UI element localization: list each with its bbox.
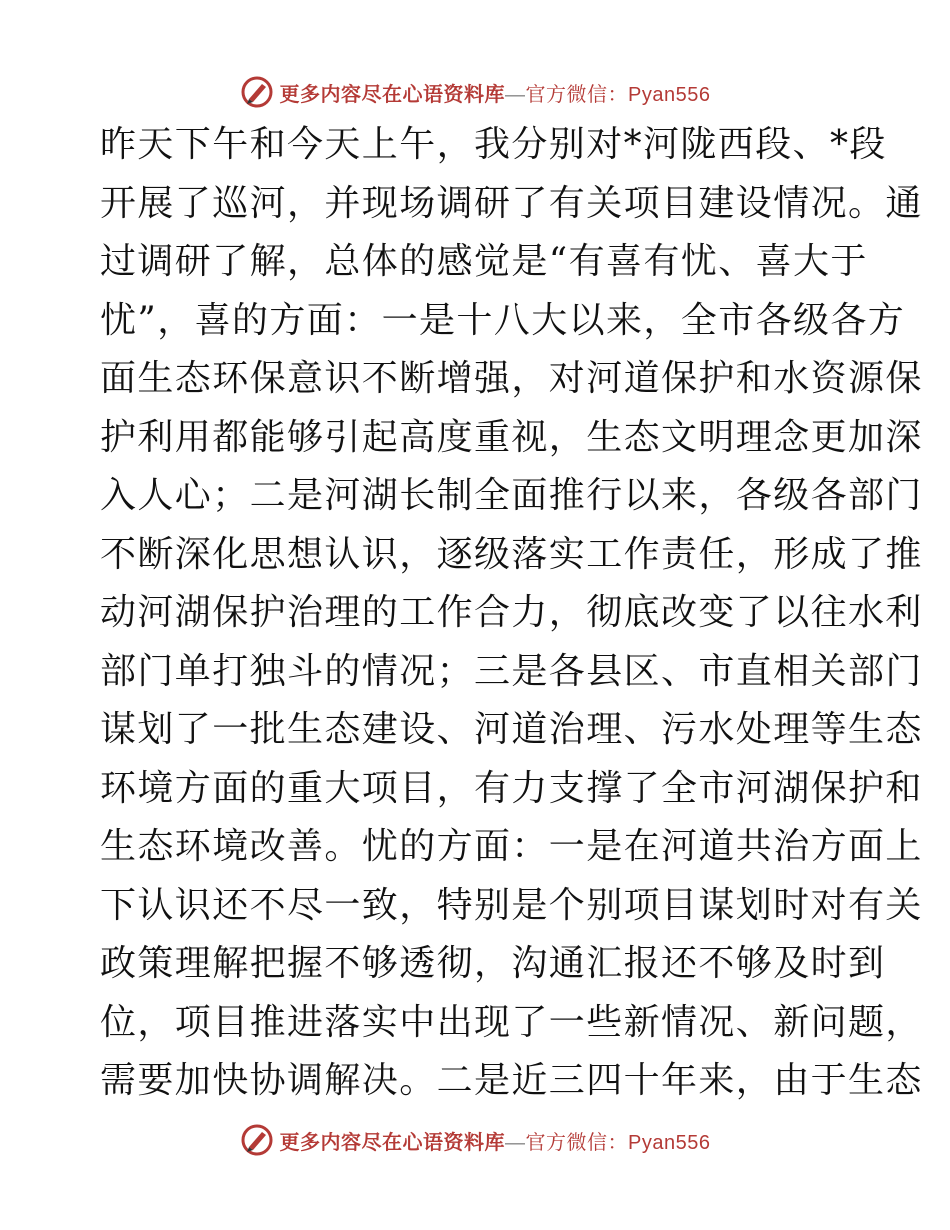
text-line: 过调研了解，总体的感觉是“有喜有忧、喜大于 [100, 241, 868, 282]
watermark-text [280, 1126, 711, 1155]
text-line: 昨天下午和今天上午，我分别对*河陇西段、*段 [100, 124, 887, 165]
text-line: 谋划了一批生态建设、河道治理、污水处理等生态 [100, 709, 923, 750]
watermark-separator: — [505, 1131, 526, 1154]
footer-watermark [0, 1120, 950, 1160]
text-line: 下认识还不尽一致，特别是个别项目谋划时对有关 [100, 884, 923, 926]
watermark-separator: — [505, 83, 526, 106]
watermark-text [280, 78, 711, 107]
text-line: 入人心；二是河湖长制全面推行以来，各级各部门 [100, 475, 923, 516]
header-watermark [0, 72, 950, 112]
text-line: 生态环境改善。忧的方面：一是在河道共治方面上 [100, 826, 923, 867]
text-line: 部门单打独斗的情况；三是各县区、市直相关部门 [100, 650, 923, 692]
text-line: 政策理解把握不够透彻，沟通汇报还不够及时到 [100, 943, 886, 984]
document-body [100, 116, 923, 1111]
watermark-wechat: 官方微信：Pyan556 [525, 1131, 711, 1154]
text-line: 面生态环保意识不断增强，对河道保护和水资源保 [100, 358, 923, 399]
text-line: 护利用都能够引起高度重视，生态文明理念更加深 [100, 416, 923, 458]
watermark-library: 更多内容尽在心语资料库 [279, 1131, 506, 1154]
text-line: 动河湖保护治理的工作合力，彻底改变了以往水利 [100, 592, 923, 633]
text-line: 环境方面的重大项目，有力支撑了全市河湖保护和 [100, 767, 923, 809]
text-line: 开展了巡河，并现场调研了有关项目建设情况。通 [100, 182, 923, 224]
pen-logo-icon [240, 1123, 274, 1157]
pen-logo-icon [240, 75, 274, 109]
watermark-library: 更多内容尽在心语资料库 [279, 83, 506, 106]
text-line: 不断深化思想认识，逐级落实工作责任，形成了推 [100, 533, 923, 575]
text-line: 需要加快协调解决。二是近三四十年来，由于生态 [100, 1060, 923, 1101]
text-line: 位，项目推进落实中出现了一些新情况、新问题， [100, 1001, 923, 1043]
text-line: 忧”，喜的方面：一是十八大以来，全市各级各方 [100, 299, 906, 341]
watermark-wechat: 官方微信：Pyan556 [525, 83, 711, 106]
